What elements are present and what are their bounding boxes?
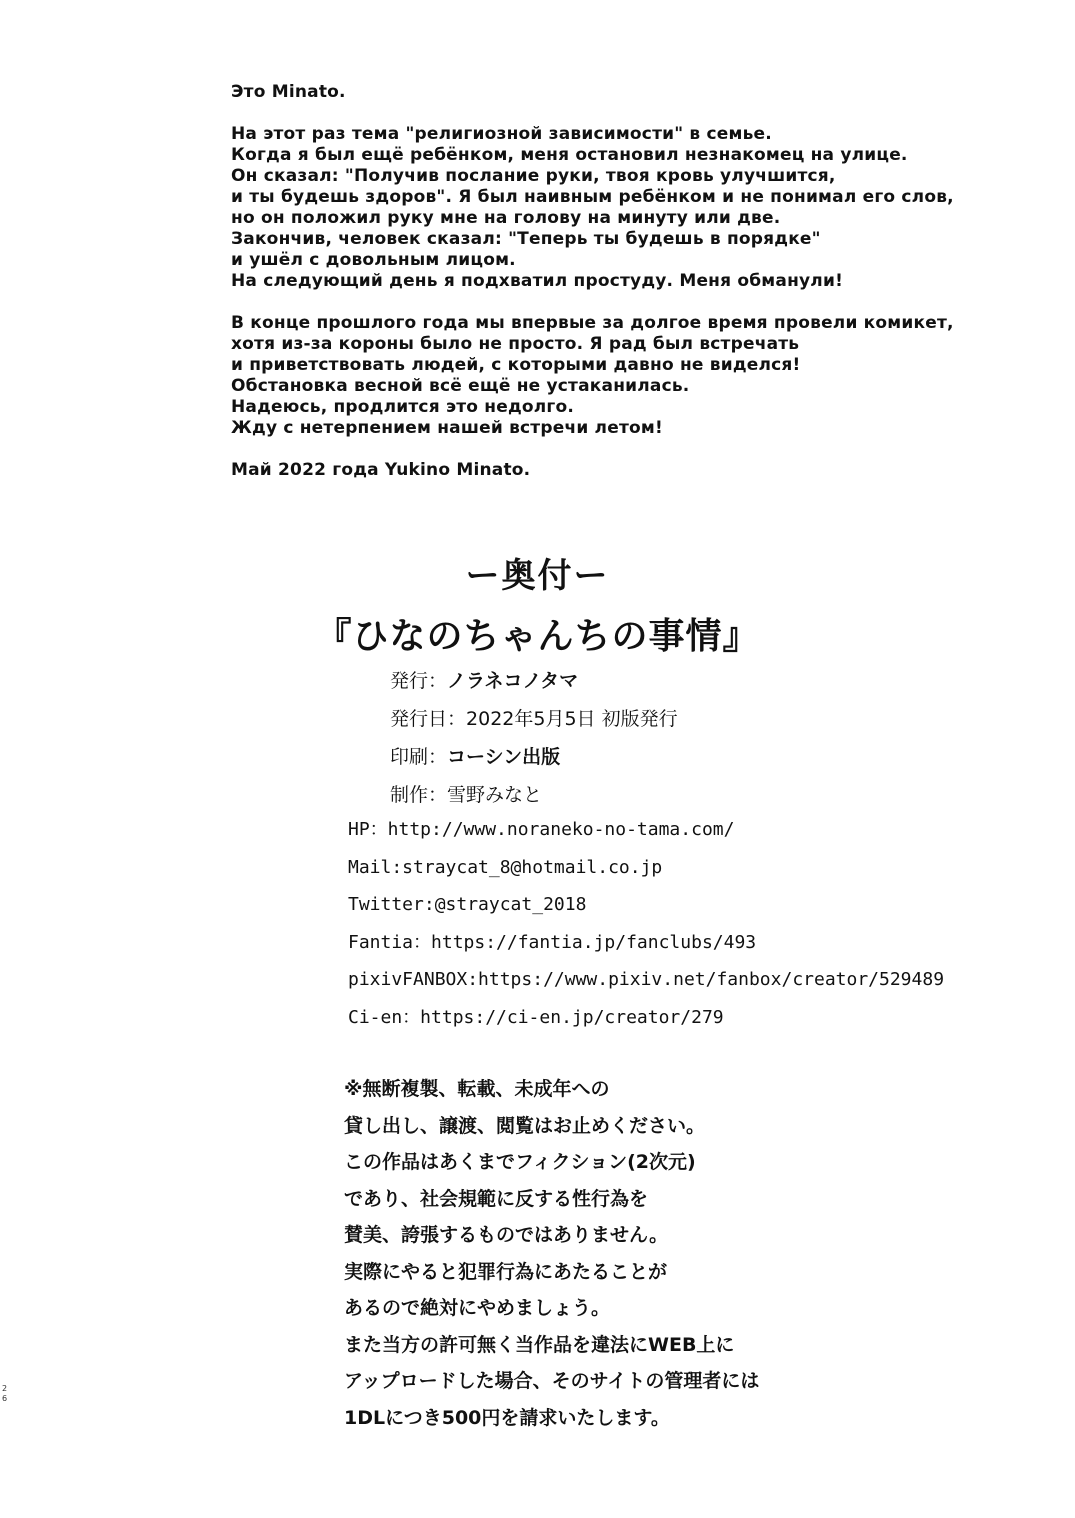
signature-line: Май 2022 года Yukino Minato. (231, 460, 531, 480)
afterword (231, 82, 954, 502)
afterword-paragraph-1 (231, 124, 954, 292)
page-number (2, 1384, 7, 1404)
ci-en-link: Ci-en：https://ci-en.jp/creator/279 (348, 1006, 724, 1028)
text-line: На этот раз тема "религиозной зависимости" в семье. (231, 124, 772, 144)
afterword-paragraph-2 (231, 313, 954, 439)
text-line: хотя из-за короны было не просто. Я рад был встречать (231, 334, 800, 354)
fantia-link: Fantia：https://fantia.jp/fanclubs/493 (348, 931, 757, 953)
text-line: Это Minato. (231, 82, 346, 102)
printer-row (390, 742, 678, 780)
twitter-link: Twitter:@straycat_2018 (348, 894, 587, 915)
date-label: 発行日： (390, 708, 467, 730)
afterword-greeting (231, 82, 951, 103)
notice-line: この作品はあくまでフィクション(2次元) (344, 1151, 696, 1173)
text-line: и ты будешь здоров". Я был наивным ребёнком и не понимал его слов, (231, 187, 954, 207)
notice-line: であり、社会規範に反する性行為を (344, 1187, 649, 1210)
notice-line: 賛美、誇張するものではありません。 (344, 1224, 669, 1246)
text-line: На следующий день я подхватил простуду. Меня обманули! (231, 271, 844, 291)
notice-line: 実際にやると犯罪行為にあたることが (344, 1260, 668, 1283)
book-title: 『ひなのちゃんちの事情』 (315, 615, 760, 657)
printer-value: コーシン出版 (447, 746, 561, 768)
author-label: 制作： (390, 784, 448, 806)
text-line: Жду с нетерпением нашей встречи летом! (231, 418, 663, 438)
page-number-digit: 6 (2, 1394, 8, 1403)
text-line: но он положил руку мне на голову на минуту или две. (231, 208, 781, 228)
homepage-link: HP：http://www.noraneko-no-tama.com/ (348, 819, 735, 840)
date-value: 2022年5月5日 初版発行 (466, 708, 678, 730)
notice-line: ※無断複製、転載、未成年への (344, 1078, 610, 1100)
publisher-row (390, 666, 678, 704)
publisher-label: 発行： (390, 670, 448, 692)
text-line: Когда я был ещё ребёнком, меня остановил незнакомец на улице. (231, 145, 908, 165)
notice-line: アップロードした場合、そのサイトの管理者には (344, 1370, 760, 1392)
text-line: Надеюсь, продлится это недолго. (231, 397, 575, 417)
printer-label: 印刷： (390, 746, 448, 768)
text-line: Закончив, человек сказал: "Теперь ты будешь в порядке" (231, 229, 821, 249)
notice-line: また当方の許可無く当作品を違法にWEB上に (344, 1333, 735, 1356)
author-value: 雪野みなと (447, 784, 543, 806)
notice-line: 貸し出し、譲渡、閲覧はお止めください。 (344, 1114, 706, 1137)
date-row (390, 704, 678, 742)
notice-line: 1DLにつき500円を請求いたします。 (344, 1406, 670, 1429)
colophon-heading: ー奥付ー (465, 556, 610, 596)
contact-links (348, 815, 944, 1040)
text-line: Он сказал: "Получив послание руки, твоя кровь улучшится, (231, 166, 836, 186)
notice-line: あるので絶対にやめましょう。 (344, 1297, 611, 1319)
page-number-digit: 2 (2, 1384, 8, 1393)
publication-info (390, 666, 678, 818)
text-line: и ушёл с довольным лицом. (231, 250, 516, 270)
mail-link: Mail:straycat_8@hotmail.co.jp (348, 856, 663, 878)
afterword-signature (231, 460, 951, 481)
text-line: и приветствовать людей, с которыми давно не виделся! (231, 355, 801, 375)
publisher-value: ノラネコノタマ (447, 670, 579, 692)
text-line: Обстановка весной всё ещё не устаканилась. (231, 376, 690, 396)
legal-notice (344, 1074, 759, 1439)
pixiv-fanbox-link: pixivFANBOX:https://www.pixiv.net/fanbox/creator/529489 (348, 969, 945, 990)
author-row (390, 780, 678, 818)
text-line: В конце прошлого года мы впервые за долгое время провели комикет, (231, 313, 954, 333)
